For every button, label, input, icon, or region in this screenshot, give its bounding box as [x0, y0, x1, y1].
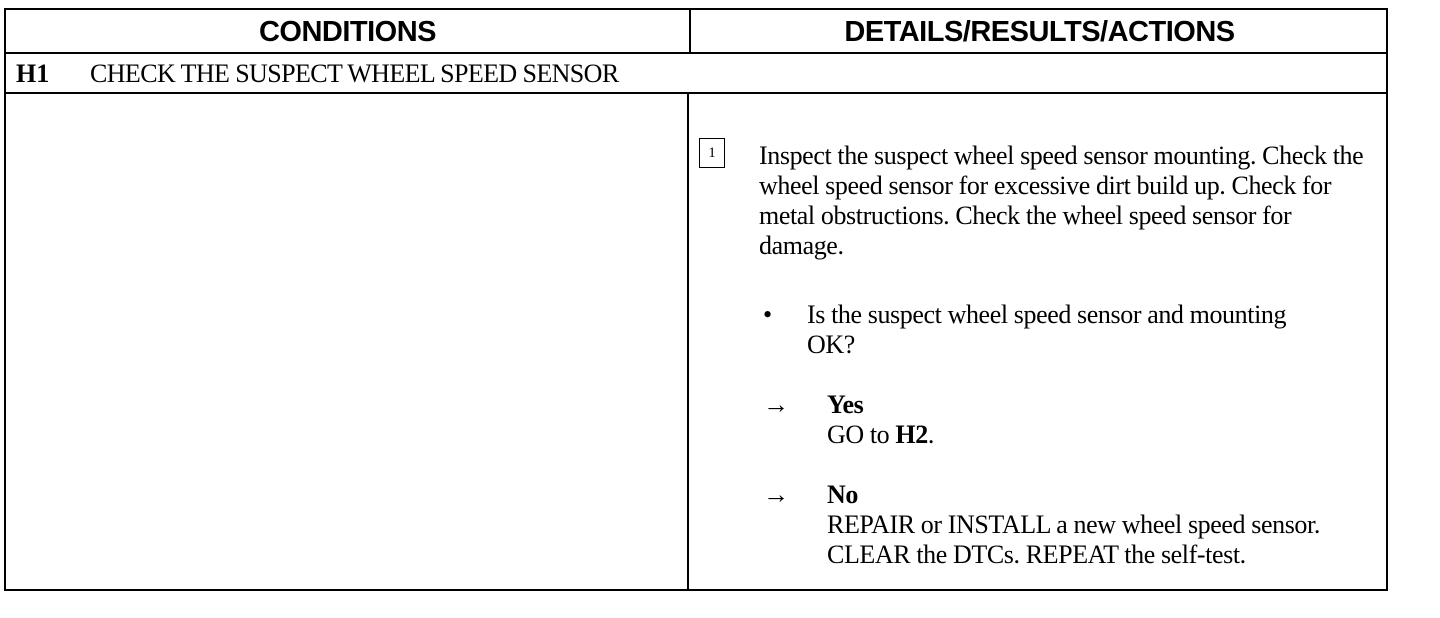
details-cell — [689, 94, 1386, 589]
step-body-row — [6, 94, 1386, 589]
diagnostic-table — [4, 8, 1388, 591]
conditions-column-header: CONDITIONS — [6, 10, 691, 52]
step-number-box: 1 — [699, 138, 725, 168]
section-id: H1 — [16, 59, 50, 88]
conditions-cell — [6, 94, 689, 589]
answer-yes-action-suffix: . — [927, 420, 934, 449]
table-header-row — [6, 10, 1386, 54]
answer-no-action: REPAIR or INSTALL a new wheel speed sensor. CLEAR the DTCs. REPEAT the self-test. — [827, 510, 1320, 569]
answer-yes-action-prefix: GO to — [827, 420, 896, 449]
question-text: Is the suspect wheel speed sensor and mounting OK? — [807, 300, 1287, 359]
step-instruction: Inspect the suspect wheel speed sensor mounting. Check the wheel speed sensor for excessive dirt build up. Check for metal obstructions. Check the wheel speed sensor for damage. — [759, 141, 1364, 260]
arrow-right-icon: → — [763, 390, 789, 419]
arrow-right-icon: → — [763, 480, 789, 509]
answer-yes-target: H2 — [895, 420, 928, 449]
bullet-icon: • — [763, 300, 772, 329]
answer-yes-label: Yes — [827, 390, 864, 419]
answer-yes-action — [827, 420, 1347, 450]
section-heading-row — [6, 54, 1386, 94]
answer-no-label: No — [827, 480, 858, 509]
section-title: CHECK THE SUSPECT WHEEL SPEED SENSOR — [90, 59, 619, 88]
details-column-header: DETAILS/RESULTS/ACTIONS — [844, 16, 1235, 48]
